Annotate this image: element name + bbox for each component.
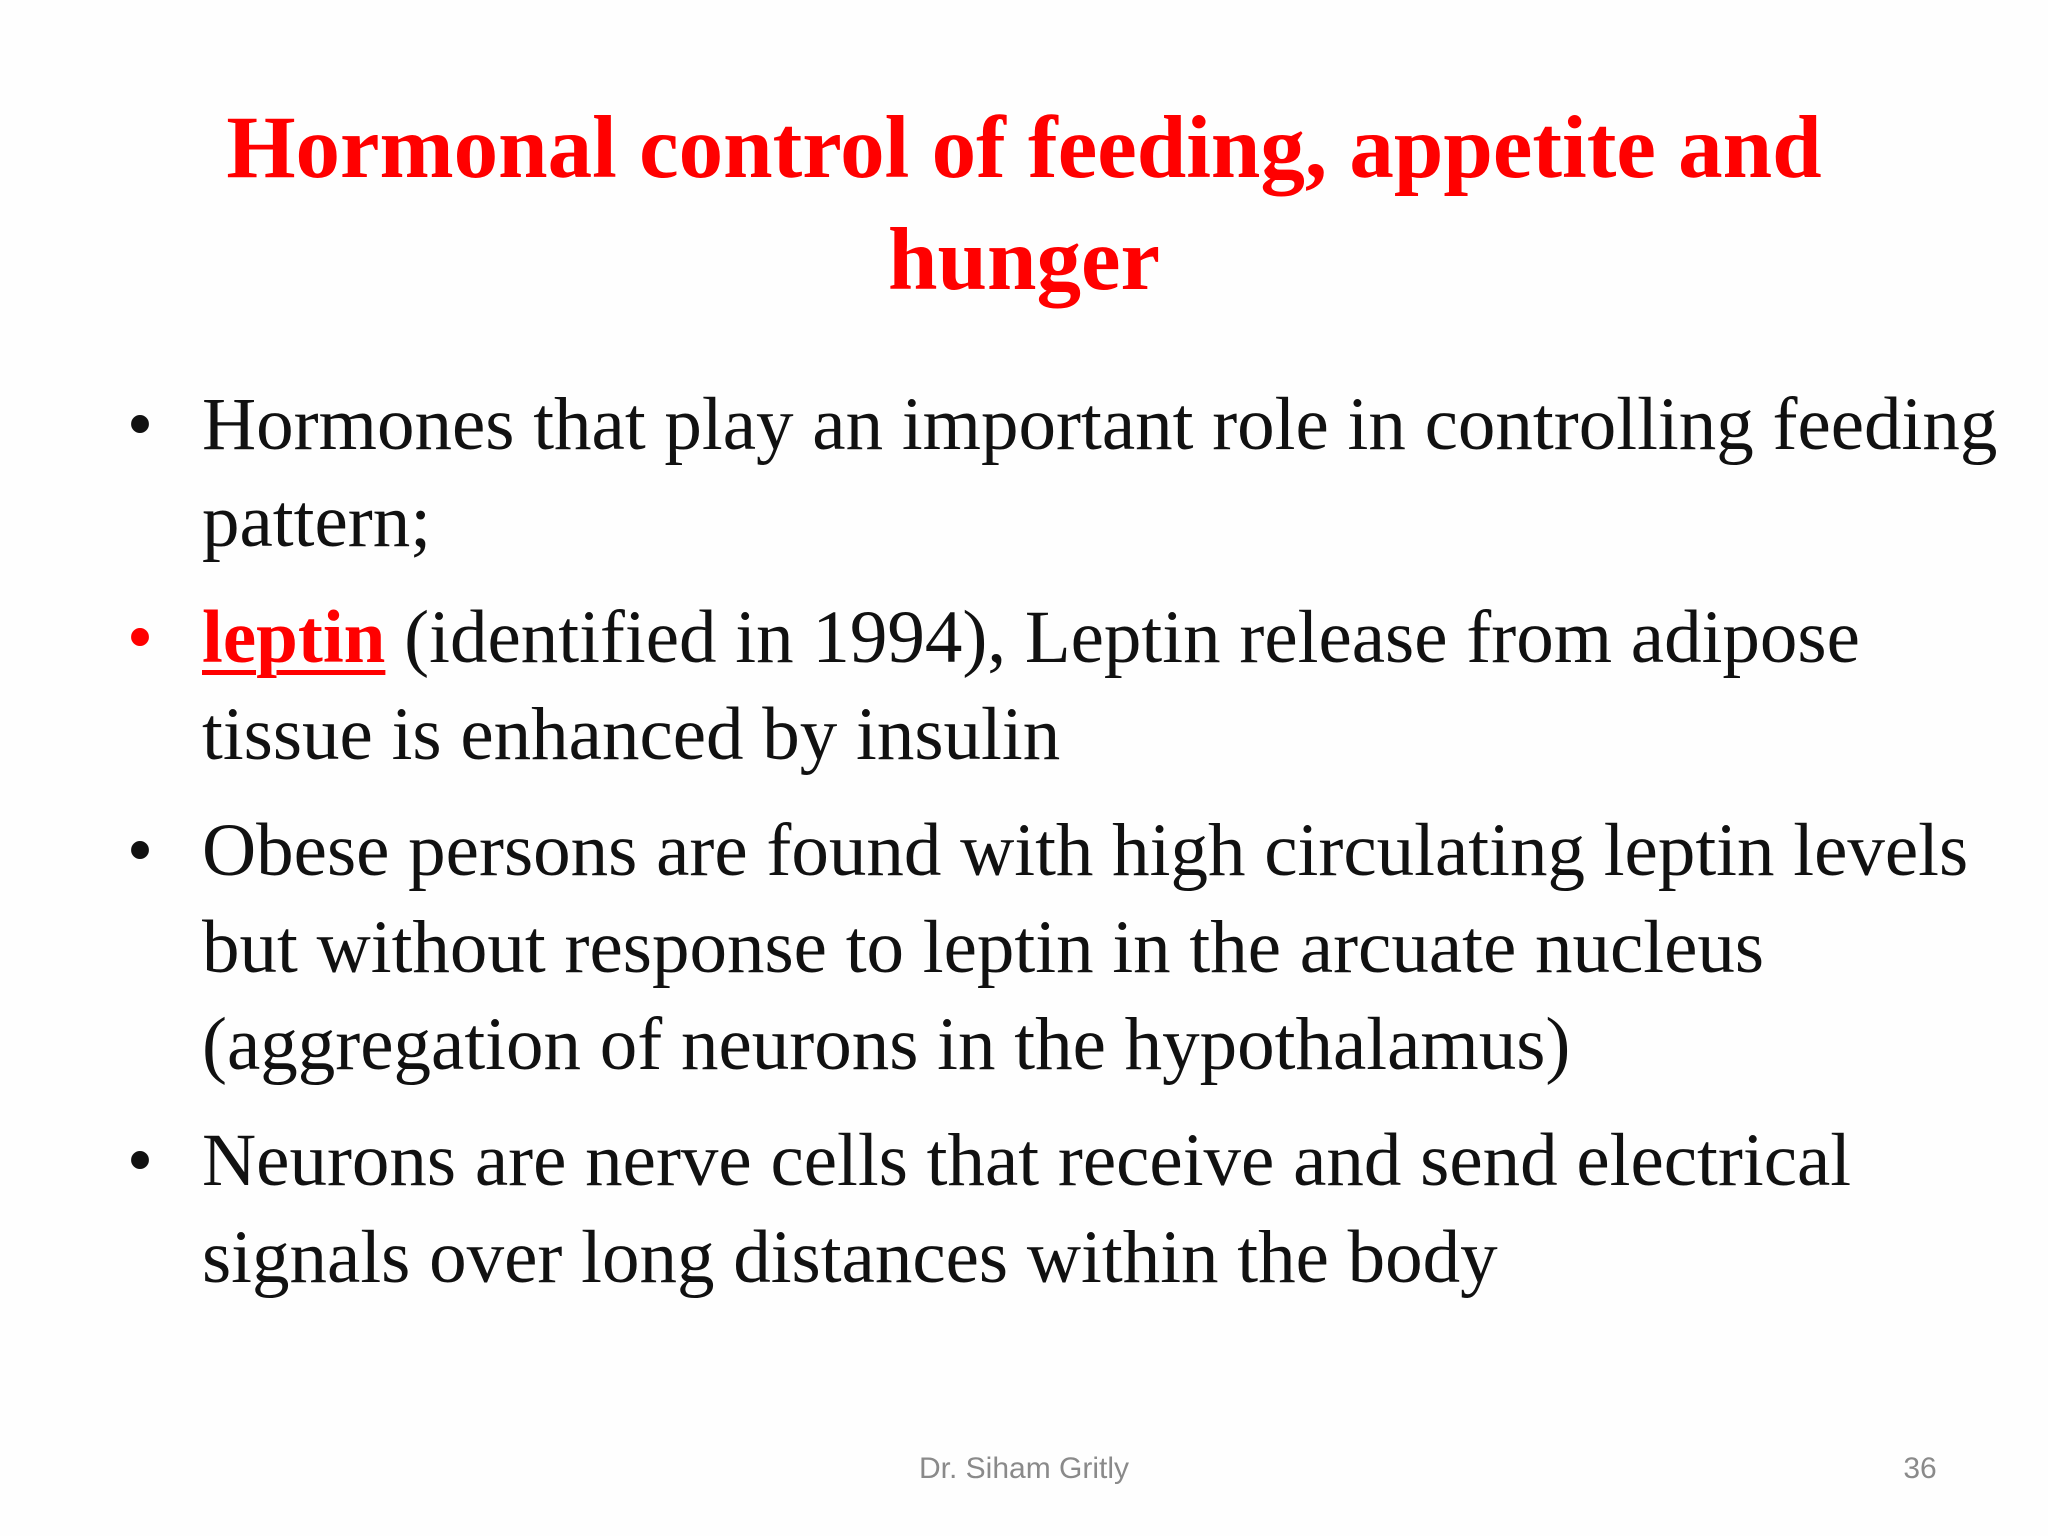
bullet-text: Obese persons are found with high circulating leptin levels but without response to leptin in the arcuate nucleus (aggregation of neurons in the hypothalamus) — [202, 809, 1969, 1086]
bullet-item — [120, 1112, 2000, 1306]
bullet-text: Neurons are nerve cells that receive and send electrical signals over long distances within the body — [202, 1119, 1852, 1299]
bullet-list — [120, 376, 2000, 1325]
bullet-dot-icon: • — [126, 383, 154, 466]
page-number: 36 — [1903, 1452, 1937, 1485]
bullet-dot-icon: • — [126, 596, 154, 679]
bullet-dot-icon: • — [126, 1119, 154, 1202]
bullet-dot-icon: • — [126, 809, 154, 892]
bullet-item — [120, 376, 2000, 570]
footer-author: Dr. Siham Gritly — [918, 1452, 1130, 1485]
bullet-text: Hormones that play an important role in controlling feeding pattern; — [202, 383, 1998, 563]
slide-title: Hormonal control of feeding, appetite and hunger — [226, 99, 1822, 309]
bullet-item — [120, 802, 2000, 1093]
bullet-item — [120, 589, 2000, 783]
keyword-leptin: leptin — [202, 596, 386, 679]
bullet-text: (identified in 1994), Leptin release from adipose tissue is enhanced by insulin — [202, 596, 1860, 776]
